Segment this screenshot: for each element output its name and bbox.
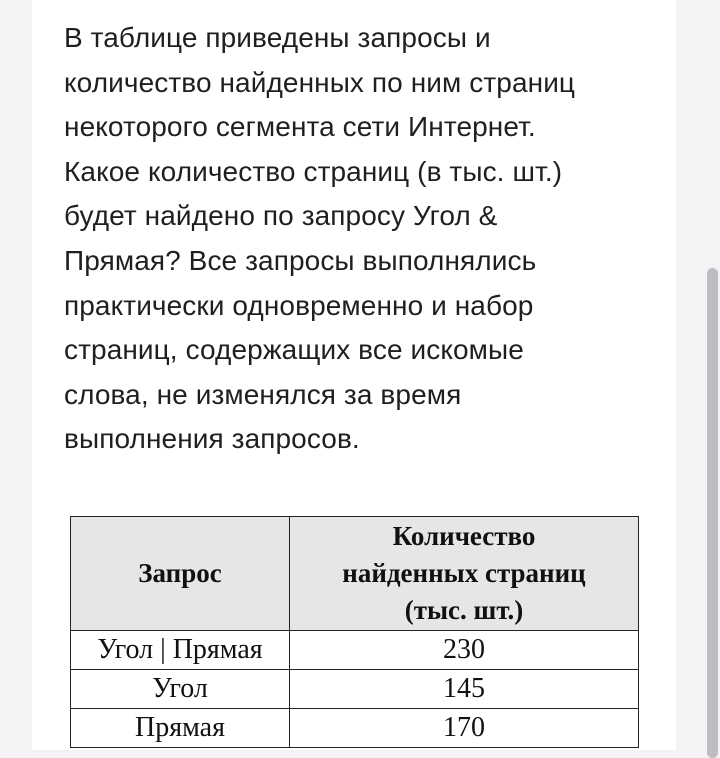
table-header-row [71, 517, 639, 631]
scrollbar[interactable] [706, 0, 720, 750]
question-line: некоторого сегмента сети Интернет. [64, 111, 536, 143]
cell-query: Угол | Прямая [71, 631, 290, 670]
header-count-line: Количество [392, 521, 536, 551]
cell-count: 170 [290, 709, 639, 748]
cell-count: 145 [290, 670, 639, 709]
query-results-table [70, 516, 639, 748]
cell-count: 230 [290, 631, 639, 670]
table-row [71, 670, 639, 709]
question-line: количество найденных по ним страниц [64, 66, 576, 98]
header-count-line: (тыс. шт.) [404, 595, 524, 625]
table-row [71, 709, 639, 748]
question-line: слова, не изменялся за время [64, 378, 462, 410]
question-line: Какое количество страниц (в тыс. шт.) [64, 155, 563, 187]
scrollbar-thumb[interactable] [707, 268, 718, 758]
question-line: практически одновременно и набор [64, 289, 534, 321]
header-count-line: найденных страниц [342, 558, 586, 588]
header-count [290, 517, 639, 631]
header-query: Запрос [71, 517, 290, 631]
question-line: будет найдено по запросу Угол & [64, 200, 498, 232]
question-line: В таблице приведены запросы и [64, 22, 491, 53]
question-text [64, 16, 664, 462]
question-line: страниц, содержащих все искомые [64, 334, 524, 366]
question-line: выполнения запросов. [64, 423, 360, 455]
question-line: Прямая? Все запросы выполнялись [64, 244, 537, 276]
cell-query: Прямая [71, 709, 290, 748]
cell-query: Угол [71, 670, 290, 709]
table-row [71, 631, 639, 670]
